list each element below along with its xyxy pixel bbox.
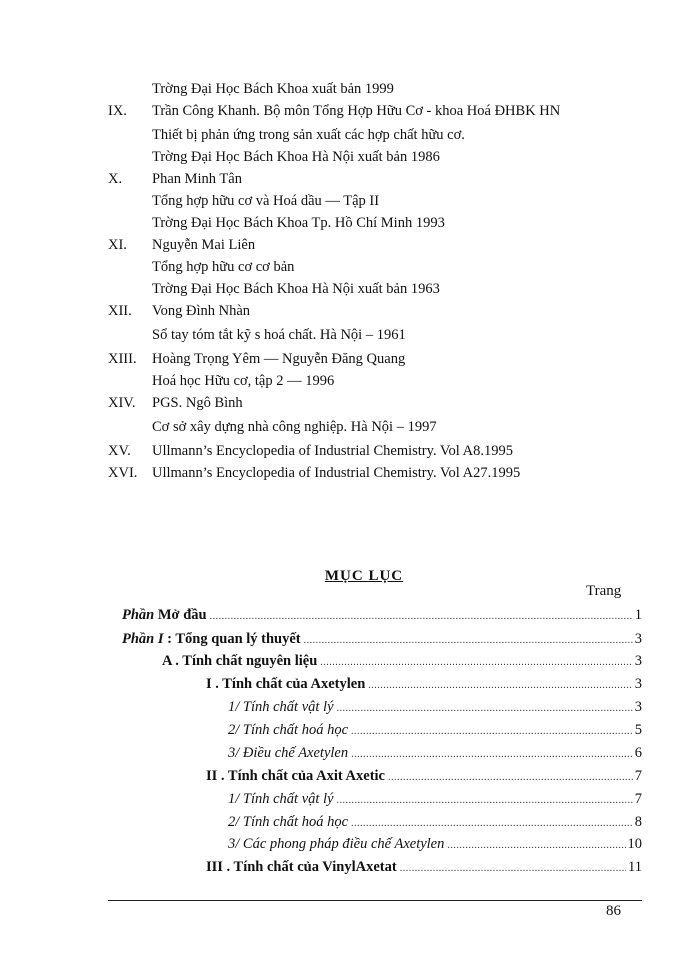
reference-text: Ullmann’s Encyclopedia of Industrial Chemistry. Vol A8.1995	[152, 443, 513, 459]
toc-part-title: : Tổng quan lý thuyết	[163, 631, 301, 647]
toc-page-number: 10	[627, 836, 642, 852]
toc-entry-label: 3/ Các phong pháp điều chế Axetylen	[228, 836, 445, 852]
toc-entry	[122, 605, 642, 625]
reference-text: Tổng hợp hữu cơ và Hoá dầu — Tập II	[152, 193, 380, 209]
reference-text: Thiết bị phản ứng trong sản xuất các hợp chất hữu cơ.	[152, 127, 465, 143]
reference-number: IX.	[108, 103, 127, 119]
toc-entry	[228, 834, 642, 854]
reference-text: Vong Đình Nhàn	[152, 303, 251, 319]
reference-text: Hoàng Trọng Yêm — Nguyễn Đăng Quang	[152, 351, 406, 367]
reference-line	[0, 440, 700, 462]
reference-number: XI.	[108, 237, 127, 253]
reference-text: Trần Công Khanh. Bộ môn Tổng Hợp Hữu Cơ - khoa Hoá ĐHBK HN	[152, 103, 561, 119]
reference-number: XII.	[108, 303, 132, 319]
toc-entry-label: 3/ Điều chế Axetylen	[228, 745, 349, 761]
reference-text: Trờng Đại Học Bách Khoa Hà Nội xuất bản 1963	[152, 281, 440, 297]
toc-entry	[206, 857, 642, 877]
toc-entry-label	[122, 605, 210, 625]
toc-entry	[228, 697, 642, 717]
toc-title: MỤC LỤC	[324, 568, 404, 584]
toc-dot-leader	[337, 699, 633, 717]
toc-entry	[228, 720, 642, 740]
reference-number: XV.	[108, 443, 131, 459]
reference-text: PGS. Ngô Bình	[152, 395, 243, 411]
toc-page-number: 3	[634, 653, 642, 669]
reference-line	[0, 324, 700, 346]
toc-page-number: 11	[628, 859, 642, 875]
reference-text: Sổ tay tóm tắt kỹ s hoá chất. Hà Nội – 1961	[152, 327, 406, 343]
toc-page-number: 8	[634, 814, 642, 830]
toc-dot-leader	[337, 791, 633, 809]
toc-part-prefix: Phần I	[122, 631, 164, 647]
reference-text: Trờng Đại Học Bách Khoa Hà Nội xuất bản 1986	[152, 149, 440, 165]
toc-entry	[228, 789, 642, 809]
toc-dot-leader	[400, 859, 626, 877]
toc-entry-label: III . Tính chất của VinylAxetat	[206, 859, 397, 875]
reference-line	[0, 124, 700, 146]
toc-entry	[206, 674, 642, 694]
toc-part-title: Mở đầu	[154, 607, 207, 623]
reference-text: Ullmann’s Encyclopedia of Industrial Chemistry. Vol A27.1995	[152, 465, 521, 481]
reference-line	[0, 278, 700, 300]
toc-entry-label: I . Tính chất của Axetylen	[206, 676, 366, 692]
toc-entry	[228, 743, 642, 763]
reference-line	[0, 78, 700, 100]
toc-page-number: 6	[634, 745, 642, 761]
toc-entry	[228, 812, 642, 832]
toc-entry-label: A . Tính chất nguyên liệu	[162, 653, 318, 669]
toc-page-number: 3	[634, 699, 642, 715]
reference-line	[0, 190, 700, 212]
toc-entry	[206, 766, 642, 786]
reference-line	[0, 462, 700, 484]
toc-entry-label: 1/ Tính chất vật lý	[228, 699, 334, 715]
toc-entry-label	[122, 629, 304, 649]
reference-line	[0, 300, 700, 322]
toc-entry-label: 2/ Tính chất hoá học	[228, 722, 349, 738]
toc-page-number: 3	[634, 631, 642, 647]
reference-line	[0, 212, 700, 234]
page-number: 86	[606, 903, 621, 919]
reference-text: Nguyễn Mai Liên	[152, 237, 256, 253]
toc-dot-leader	[351, 722, 633, 740]
reference-line	[0, 168, 700, 190]
toc-dot-leader	[351, 745, 633, 763]
reference-text: Phan Minh Tân	[152, 171, 242, 187]
footer-rule	[108, 900, 642, 901]
reference-text: Cơ sở xây dựng nhà công nghiệp. Hà Nội – 1997	[152, 419, 437, 435]
toc-page-number: 3	[634, 676, 642, 692]
toc-dot-leader	[304, 631, 633, 649]
toc-page-number: 7	[634, 768, 642, 784]
reference-line	[0, 348, 700, 370]
toc-dot-leader	[447, 836, 625, 854]
toc-page-number: 1	[634, 607, 642, 623]
reference-line	[0, 100, 700, 122]
toc-dot-leader	[368, 676, 632, 694]
toc-dot-leader	[388, 768, 633, 786]
toc-entry	[122, 629, 642, 649]
reference-text: Trờng Đại Học Bách Khoa Tp. Hồ Chí Minh 1993	[152, 215, 445, 231]
toc-entry	[162, 651, 642, 671]
reference-number: XIII.	[108, 351, 137, 367]
toc-page-number: 5	[634, 722, 642, 738]
reference-line	[0, 370, 700, 392]
reference-text: Hoá học Hữu cơ, tập 2 — 1996	[152, 373, 335, 389]
toc-page-label: Trang	[586, 583, 622, 599]
toc-entry-label: 2/ Tính chất hoá học	[228, 814, 349, 830]
toc-entry-label: II . Tính chất của Axit Axetic	[206, 768, 385, 784]
reference-text: Trờng Đại Học Bách Khoa xuất bản 1999	[152, 81, 394, 97]
toc-dot-leader	[351, 814, 633, 832]
toc-dot-leader	[320, 653, 632, 671]
reference-line	[0, 256, 700, 278]
reference-line	[0, 146, 700, 168]
toc-page-number: 7	[634, 791, 642, 807]
reference-line	[0, 392, 700, 414]
reference-line	[0, 416, 700, 438]
reference-line	[0, 234, 700, 256]
reference-number: X.	[108, 171, 123, 187]
toc-part-prefix: Phần	[122, 607, 155, 623]
reference-number: XVI.	[108, 465, 138, 481]
reference-text: Tổng hợp hữu cơ cơ bản	[152, 259, 295, 275]
toc-dot-leader	[210, 607, 633, 625]
reference-number: XIV.	[108, 395, 136, 411]
toc-entry-label: 1/ Tính chất vật lý	[228, 791, 334, 807]
